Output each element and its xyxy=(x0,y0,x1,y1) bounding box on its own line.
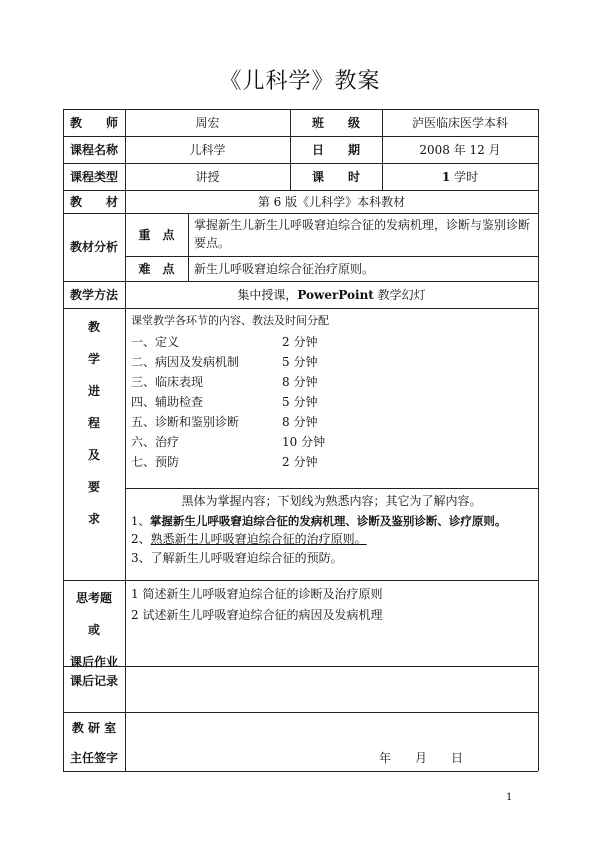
requirement-master-text: 掌握新生儿呼吸窘迫综合征的发病机理、诊断及鉴别诊断、诊疗原则。 xyxy=(149,514,507,528)
value-course: 儿科学 xyxy=(189,142,226,157)
homework-item: 1 简述新生儿呼吸窘迫综合征的诊断及治疗原则 xyxy=(131,587,383,601)
label-teacher: 教 师 xyxy=(69,115,118,130)
process-label-char: 学 xyxy=(87,352,100,366)
requirement-know: 3、了解新生儿呼吸窘迫综合征的预防。 xyxy=(131,551,343,565)
requirement-familiar-num: 2、 xyxy=(131,532,151,546)
value-hours xyxy=(382,163,538,190)
process-label-char: 要 xyxy=(87,480,100,494)
value-method xyxy=(125,281,538,308)
requirement-master-num: 1、 xyxy=(131,514,150,528)
difficult-points-text: 新生儿呼吸窘迫综合征治疗原则。 xyxy=(194,262,375,276)
lesson-plan-table xyxy=(63,109,538,771)
label-analysis: 教材分析 xyxy=(69,240,118,254)
value-textbook: 第 6 版《儿科学》本科教材 xyxy=(257,194,406,209)
sign-date: 年 月 日 xyxy=(379,751,464,765)
schedule-time: 8 分钟 xyxy=(282,415,318,429)
sign-label-line1: 教 研 室 xyxy=(71,721,117,735)
label-course-type: 课程类型 xyxy=(69,169,118,184)
value-teacher: 周宏 xyxy=(195,115,220,130)
value-course-type: 讲授 xyxy=(195,169,220,184)
process-label-char: 教 xyxy=(87,320,100,334)
key-points-text: 掌握新生儿新生儿呼吸窘迫综合征的发病机理，诊断与鉴别诊断要点。 xyxy=(194,218,531,250)
label-key-points: 重 点 xyxy=(138,227,175,242)
requirement-master xyxy=(131,512,536,530)
schedule-time: 2 分钟 xyxy=(282,335,318,349)
label-course: 课程名称 xyxy=(69,142,118,157)
value-date: 2008 年 12 月 xyxy=(419,142,501,157)
process-label-char: 进 xyxy=(87,384,100,398)
label-class: 班 级 xyxy=(311,115,360,130)
schedule-item: 四、辅助检查 xyxy=(131,395,204,409)
label-record: 课后记录 xyxy=(69,674,118,688)
process-label-char: 及 xyxy=(87,448,100,462)
label-hours: 课 时 xyxy=(311,169,360,184)
requirement-familiar xyxy=(131,530,367,548)
hours-number: 1 xyxy=(441,169,451,184)
content-legend: 黑体为掌握内容；下划线为熟悉内容；其它为了解内容。 xyxy=(181,494,482,508)
schedule-time: 8 分钟 xyxy=(282,375,318,389)
sign-label-line2: 主任签字 xyxy=(69,751,118,765)
schedule-time: 5 分钟 xyxy=(282,395,318,409)
method-text-pre: 集中授课， xyxy=(237,287,298,302)
homework-label-line: 课后作业 xyxy=(69,655,118,669)
process-label-char: 求 xyxy=(87,512,100,526)
schedule-item: 六、治疗 xyxy=(131,435,180,449)
value-class: 泸医临床医学本科 xyxy=(411,115,508,130)
schedule-intro: 课堂教学各环节的内容、教法及时间分配 xyxy=(131,314,329,327)
method-text-bold: PowerPoint xyxy=(297,287,374,302)
process-label-char: 程 xyxy=(87,416,100,430)
requirement-familiar-text: 熟悉新生儿呼吸窘迫综合征的治疗原则。 xyxy=(150,532,367,546)
schedule-time: 5 分钟 xyxy=(282,355,318,369)
schedule-time: 2 分钟 xyxy=(282,455,318,469)
label-textbook: 教 材 xyxy=(69,194,118,209)
schedule-time: 10 分钟 xyxy=(282,435,326,449)
schedule-item: 五、诊断和鉴别诊断 xyxy=(131,415,240,429)
schedule-item: 七、预防 xyxy=(131,455,180,469)
schedule-item: 三、临床表现 xyxy=(131,375,204,389)
hours-unit: 学时 xyxy=(454,169,479,184)
label-date: 日 期 xyxy=(311,142,360,157)
homework-item: 2 试述新生儿呼吸窘迫综合征的病因及发病机理 xyxy=(131,608,383,622)
schedule-item: 二、病因及发病机制 xyxy=(131,355,240,369)
label-method: 教学方法 xyxy=(69,287,118,302)
page-number: 1 xyxy=(506,792,513,803)
homework-label-line: 思考题 xyxy=(75,591,112,605)
method-text-post: 教学幻灯 xyxy=(373,287,426,302)
schedule-item: 一、定义 xyxy=(131,335,180,349)
label-difficult-points: 难 点 xyxy=(138,261,175,276)
page-title: 《儿科学》教案 xyxy=(219,69,381,94)
homework-label-line: 或 xyxy=(87,623,100,637)
